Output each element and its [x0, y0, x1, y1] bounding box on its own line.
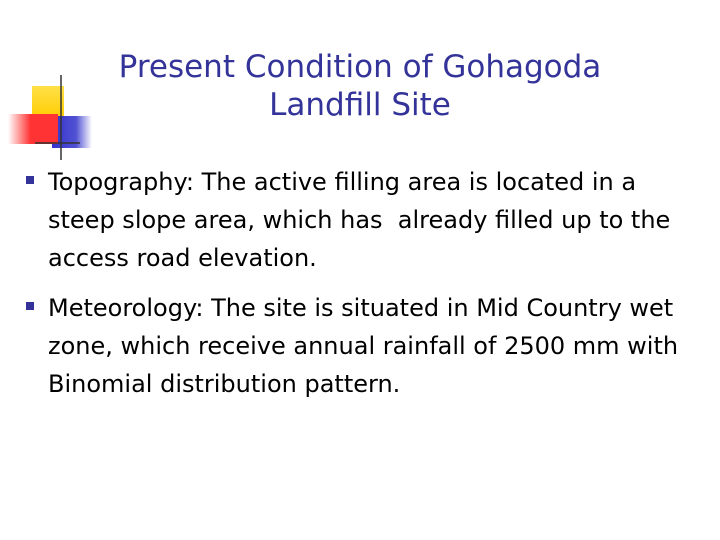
bullet-list	[26, 163, 706, 415]
bullet-item-meteorology	[26, 289, 706, 403]
bullet-item-topography	[26, 163, 706, 277]
logo-red-square	[8, 114, 58, 144]
square-bullet-icon	[26, 176, 34, 184]
square-bullet-icon	[26, 302, 34, 310]
slide-title	[70, 48, 650, 124]
slide-title-line-1: Present Condition of Gohagoda	[118, 49, 602, 85]
bullet-text-topography: Topography: The active filling area is located in a steep slope area, which has already filled up to the access road elevation.	[48, 168, 678, 272]
slide-title-line-2: Landfill Site	[269, 87, 451, 123]
logo-yellow-square	[32, 86, 64, 118]
bullet-text-meteorology: Meteorology: The site is situated in Mid Country wet zone, which receive annual rainfall of 2500 mm with Binomial distribution pattern.	[48, 294, 686, 398]
